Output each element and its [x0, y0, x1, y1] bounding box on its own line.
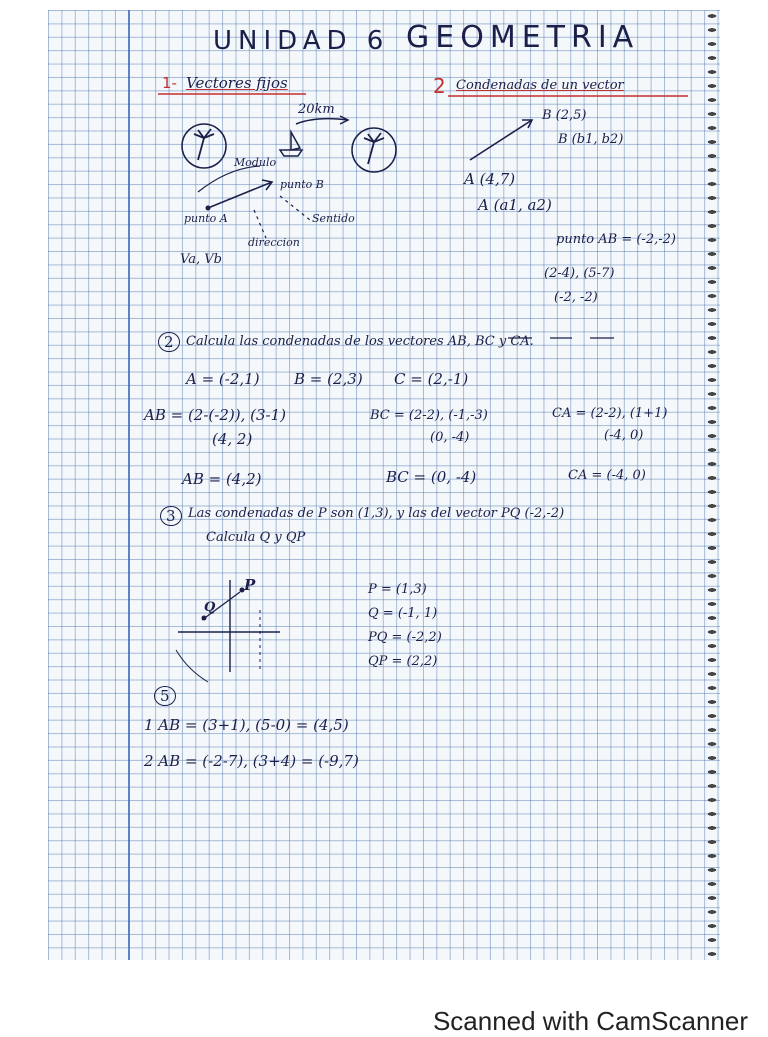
exercise2-number: 2 — [158, 332, 180, 352]
b-point: B (2,5) — [542, 108, 587, 123]
bc-result: BC = (0, -4) — [386, 468, 477, 486]
a-point: A (4,7) — [464, 170, 516, 188]
vector-section2-icon — [470, 120, 532, 160]
boat-icon — [280, 132, 302, 156]
q-value: Q = (-1, 1) — [368, 606, 438, 621]
punto-b-label: punto B — [280, 178, 324, 191]
bc-partial: (0, -4) — [430, 430, 470, 445]
scanner-watermark: Scanned with CamScanner — [432, 1006, 748, 1036]
given-c: C = (2,-1) — [394, 370, 469, 388]
section1-number: 1- — [162, 74, 177, 92]
unit-title: UNIDAD 6 — [213, 26, 390, 56]
a-general: A (a1, a2) — [478, 196, 552, 214]
bc-calculation: BC = (2-2), (-1,-3) — [370, 408, 488, 423]
subject-title: GEOMETRIA — [406, 20, 640, 55]
p-value: P = (1,3) — [368, 582, 427, 597]
vector-ab-icon — [198, 166, 310, 238]
ab-calculation: AB = (2-(-2)), (3-1) — [144, 406, 286, 424]
section2-step2: (-2, -2) — [554, 290, 598, 305]
exercise3-prompt: Las condenadas de P son (1,3), y las del vector PQ (-2,-2) — [188, 506, 565, 521]
coordinate-graph — [176, 580, 280, 682]
modulo-label: Modulo — [234, 156, 277, 169]
exercise3-prompt2: Calcula Q y QP — [206, 530, 306, 545]
given-a: A = (-2,1) — [186, 370, 260, 388]
section1-title: Vectores fijos — [186, 74, 288, 92]
ca-result: CA = (-4, 0) — [568, 468, 646, 483]
ca-partial: (-4, 0) — [604, 428, 644, 443]
section2-result: punto AB = (-2,-2) — [556, 232, 676, 247]
pq-value: PQ = (-2,2) — [368, 630, 442, 645]
island-left-icon — [182, 124, 226, 168]
island-right-icon — [352, 128, 396, 172]
direccion-label: direccion — [248, 236, 300, 249]
exercise3-number: 3 — [160, 506, 182, 526]
section2-title: Condenadas de un vector — [456, 78, 624, 93]
graph-label-q: Q — [204, 600, 216, 615]
exercise2-prompt: Calcula las condenadas de los vectores AB, BC y CA. — [186, 334, 534, 349]
exercise5-number: 5 — [154, 686, 176, 706]
distance-label: 20km — [298, 102, 335, 117]
sketch-layer — [48, 10, 720, 960]
exercise5-line1: 1 AB = (3+1), (5-0) = (4,5) — [144, 716, 349, 734]
sentido-label: Sentido — [312, 212, 355, 225]
section2-step1: (2-4), (5-7) — [544, 266, 615, 281]
ca-calculation: CA = (2-2), (1+1) — [552, 406, 668, 421]
exercise5-line2: 2 AB = (-2-7), (3+4) = (-9,7) — [144, 752, 359, 770]
graph-label-p: P — [244, 576, 256, 594]
punto-a-label: punto A — [184, 212, 228, 225]
ab-result: AB = (4,2) — [182, 470, 262, 488]
ab-partial: (4, 2) — [212, 430, 253, 448]
notebook-page — [48, 10, 720, 960]
section2-number: 2 — [433, 74, 446, 98]
qp-value: QP = (2,2) — [368, 654, 438, 669]
vector-notation: Va, Vb — [180, 252, 222, 267]
b-general: B (b1, b2) — [558, 132, 624, 147]
given-b: B = (2,3) — [294, 370, 363, 388]
